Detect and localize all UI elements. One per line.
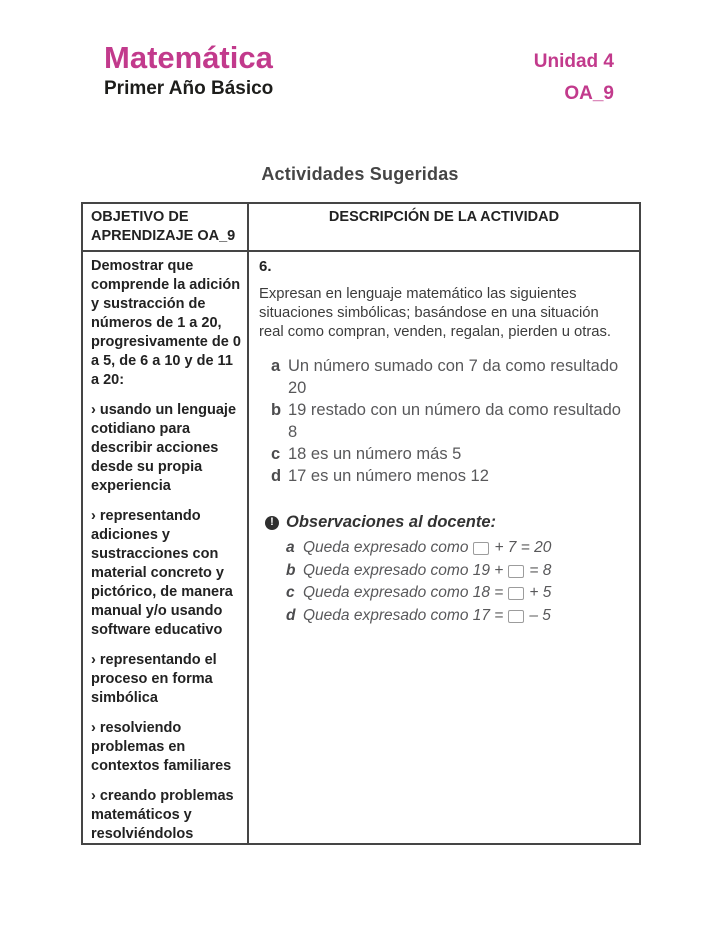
activity-cell: [249, 252, 639, 843]
objective-paragraph: › creando problemas matemáticos y resolviéndolos: [91, 788, 234, 842]
observations-section: [265, 513, 629, 627]
observation-item: [286, 605, 629, 628]
observation-item: [286, 582, 629, 605]
objective-cell: [83, 252, 249, 843]
activities-table: [81, 202, 641, 845]
unit-label: Unidad 4: [533, 51, 614, 72]
observation-letter: a: [286, 539, 295, 557]
objective-column-header: OBJETIVO DE APRENDIZAJE OA_9: [83, 204, 249, 250]
observation-text-before: Queda expresado como: [303, 539, 469, 557]
activity-number: 6.: [259, 258, 272, 275]
objective-paragraph: Demostrar que comprende la adición y sustracción de números de 1 a 20, progresivamente de 0 a 5, de 6 a 10 y de 11 a 20:: [91, 258, 241, 388]
header-left: [104, 42, 273, 105]
item-letter: d: [271, 467, 282, 486]
item-text: Un número sumado con 7 da como resultado 20: [288, 357, 619, 398]
observation-text-before: Queda expresado como 18 =: [303, 584, 504, 602]
item-letter: a: [271, 357, 281, 376]
observation-letter: c: [286, 584, 295, 602]
header-right: [534, 42, 614, 105]
subject-title: Matemática: [104, 40, 273, 75]
answer-box: [508, 565, 524, 578]
activity-item: [271, 355, 629, 399]
item-letter: b: [271, 401, 282, 420]
activity-item-list: [271, 355, 629, 487]
item-letter: c: [271, 445, 281, 464]
page-title: Actividades Sugeridas: [261, 164, 459, 184]
answer-box: [508, 610, 524, 623]
activity-column-header: DESCRIPCIÓN DE LA ACTIVIDAD: [328, 209, 560, 225]
answer-box: [508, 587, 524, 600]
activity-intro: Expresan en lenguaje matemático las siguientes situaciones simbólicas; basándose en una situación real como compran, venden, regalan, pierden u otras.: [259, 286, 612, 340]
activity-item: [271, 465, 629, 487]
observation-text-after: + 5: [529, 584, 552, 602]
observations-heading: [265, 513, 629, 532]
observation-text-after: + 7 = 20: [494, 539, 552, 557]
table-body-row: [83, 252, 639, 843]
observations-item-list: [286, 537, 629, 627]
observation-text-before: Queda expresado como 17 =: [303, 606, 504, 624]
item-text: 18 es un número más 5: [288, 445, 462, 464]
activity-item: [271, 399, 629, 443]
observation-text-after: = 8: [529, 561, 552, 579]
grade-subtitle: Primer Año Básico: [104, 77, 274, 99]
activity-item: [271, 443, 629, 465]
objective-paragraph: › representando adiciones y sustracciones con material concreto y pictórico, de manera manual y/o usando software educativo: [91, 508, 233, 638]
observation-text-before: Queda expresado como 19 +: [303, 561, 504, 579]
objective-paragraph: › usando un lenguaje cotidiano para describir acciones desde su propia experiencia: [91, 402, 237, 494]
observation-text-after: – 5: [529, 606, 551, 624]
observation-letter: d: [286, 606, 296, 624]
objective-paragraph: › resolviendo problemas en contextos familiares: [91, 720, 232, 774]
oa-label: OA_9: [564, 83, 614, 104]
page-header: [104, 42, 614, 105]
observation-item: [286, 560, 629, 583]
observation-item: [286, 537, 629, 560]
item-text: 19 restado con un número da como resultado 8: [288, 401, 621, 442]
answer-box: [473, 542, 489, 555]
observations-heading-text: Observaciones al docente:: [286, 513, 496, 532]
exclamation-circle-icon: !: [265, 516, 279, 530]
objective-paragraph: › representando el proceso en forma simbólica: [91, 652, 217, 706]
table-header-row: [83, 204, 639, 252]
item-text: 17 es un número menos 12: [288, 467, 489, 486]
observation-letter: b: [286, 561, 296, 579]
